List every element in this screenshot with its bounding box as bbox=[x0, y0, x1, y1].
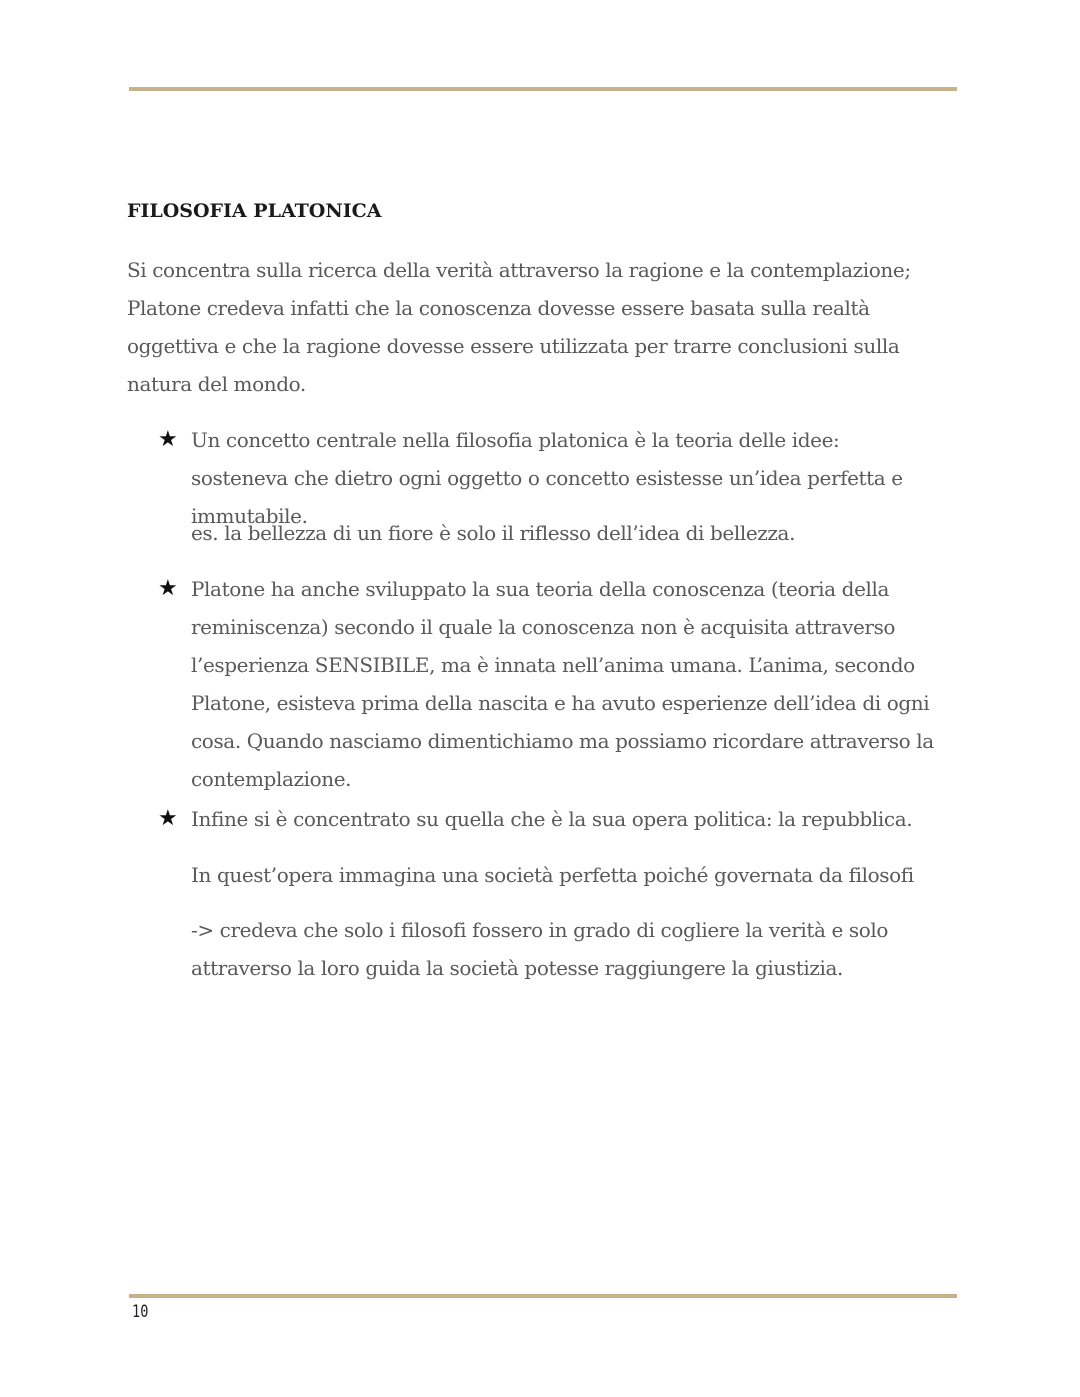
bullet-note: -> credeva che solo i filosofi fossero in grado di cogliere la verità e solo attraverso la loro guida la società potesse raggiungere la giustizia. bbox=[191, 918, 889, 980]
intro-paragraph: Si concentra sulla ricerca della verità attraverso la ragione e la contemplazione; Platone credeva infatti che la conoscenza dovesse essere basata sulla realtà oggettiva e che la ragione dovesse essere utilizzata per trarre conclusioni sulla natura del mondo. bbox=[127, 258, 911, 396]
bullet-item-reminiscence bbox=[158, 570, 938, 798]
bullet-note: es. la bellezza di un fiore è solo il riflesso dell’idea di bellezza. bbox=[191, 521, 796, 545]
star-icon: ★ bbox=[158, 427, 178, 452]
bullet-item-republic bbox=[158, 800, 938, 838]
bullet-text: Un concetto centrale nella filosofia platonica è la teoria delle idee: sosteneva che dietro ogni oggetto o concetto esistesse un’idea perfetta e immutabile. bbox=[191, 428, 903, 528]
star-icon: ★ bbox=[158, 576, 178, 601]
top-rule bbox=[129, 87, 957, 91]
bullet-note: In quest’opera immagina una società perfetta poiché governata da filosofi bbox=[191, 863, 914, 887]
star-icon: ★ bbox=[158, 806, 178, 831]
bottom-rule bbox=[129, 1294, 957, 1298]
page-number: 10 bbox=[132, 1302, 149, 1322]
section-title: FILOSOFIA PLATONICA bbox=[127, 200, 382, 222]
bullet-text: Platone ha anche sviluppato la sua teoria della conoscenza (teoria della reminiscenza) secondo il quale la conoscenza non è acquisita attraverso l’esperienza SENSIBILE, ma è innata nell’anima umana. L’anima, secondo Platone, esisteva prima della nascita e ha avuto esperienze dell’idea di ogni cosa. Quando nasciamo dimentichiamo ma possiamo ricordare attraverso la contemplazione. bbox=[191, 577, 934, 791]
bullet-text: Infine si è concentrato su quella che è la sua opera politica: la repubblica. bbox=[191, 807, 913, 831]
